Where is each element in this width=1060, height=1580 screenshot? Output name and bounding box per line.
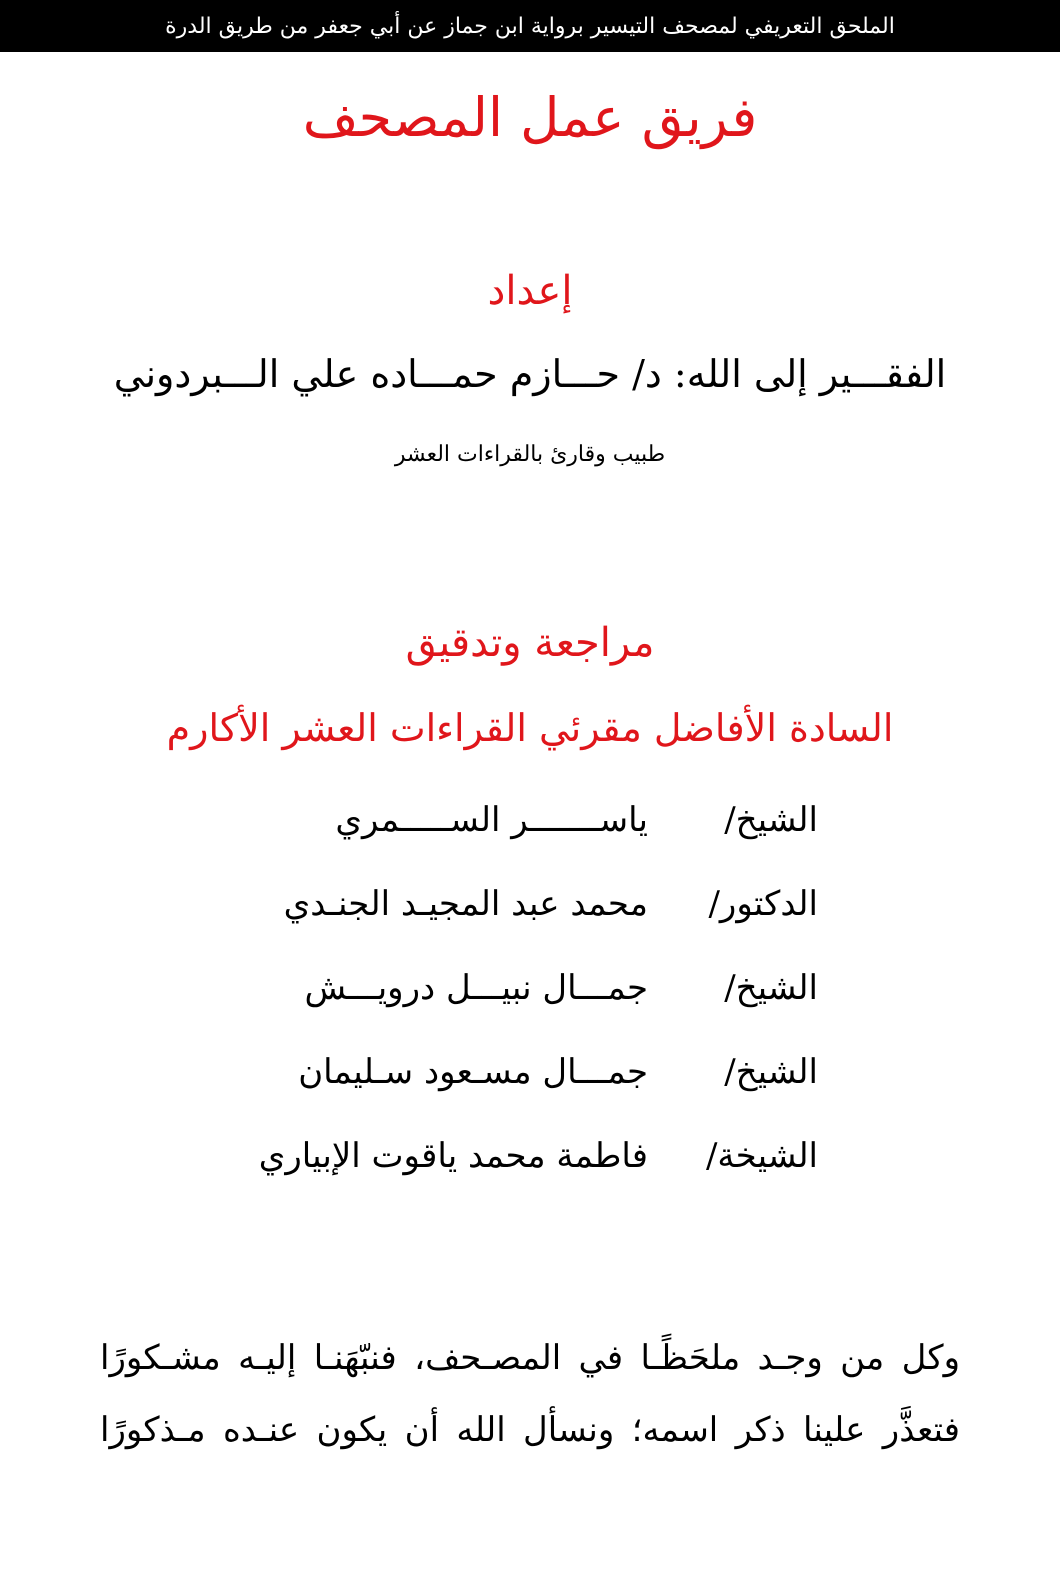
page-title: فريق عمل المصحف	[302, 86, 758, 149]
reviewer-row	[0, 1042, 1060, 1126]
closing-verse	[100, 1322, 960, 1466]
reviewers-list	[0, 790, 1060, 1210]
reviewer-title: الدكتور/	[708, 884, 818, 924]
reviewer-name: جمـــال مسـعود سـليمان	[298, 1052, 648, 1092]
review-subheading: السادة الأفاضل مقرئي القراءات العشر الأكارم	[166, 706, 894, 750]
reviewer-row	[0, 874, 1060, 958]
reviewer-name: فاطمة محمد ياقوت الإبياري	[258, 1136, 648, 1176]
closing-line-2: فتعذَّر علينا ذكر اسمه؛ ونسأل الله أن يكون عنـده مـذكورًا	[100, 1410, 960, 1450]
author-name: الفقـــير إلى الله: د/ حـــازم حمـــاده علي الـــبردوني	[113, 352, 947, 396]
reviewer-name: ياســـــــر الســـــمري	[335, 800, 648, 840]
reviewer-name: محمد عبد المجيـد الجنـدي	[283, 884, 648, 924]
reviewer-name: جمـــال نبيـــل درويـــش	[304, 968, 648, 1008]
running-header-bar	[0, 0, 1060, 52]
preparation-heading: إعداد	[487, 268, 573, 314]
running-header-title: الملحق التعريفي لمصحف التيسير برواية ابن جماز عن أبي جعفر من طريق الدرة	[165, 13, 895, 39]
author-description: طبيب وقارئ بالقراءات العشر	[394, 442, 666, 467]
reviewer-title: الشيخة/	[705, 1136, 818, 1176]
closing-line-1: وكل من وجـد ملحَظًـا في المصـحف، فنبّهَنـا إليـه مشـكورًا	[100, 1338, 960, 1378]
reviewer-title: الشيخ/	[724, 968, 818, 1008]
reviewer-title: الشيخ/	[724, 1052, 818, 1092]
reviewer-title: الشيخ/	[724, 800, 818, 840]
reviewer-row	[0, 958, 1060, 1042]
reviewer-row	[0, 790, 1060, 874]
reviewer-row	[0, 1126, 1060, 1210]
review-heading: مراجعة وتدقيق	[405, 620, 655, 666]
